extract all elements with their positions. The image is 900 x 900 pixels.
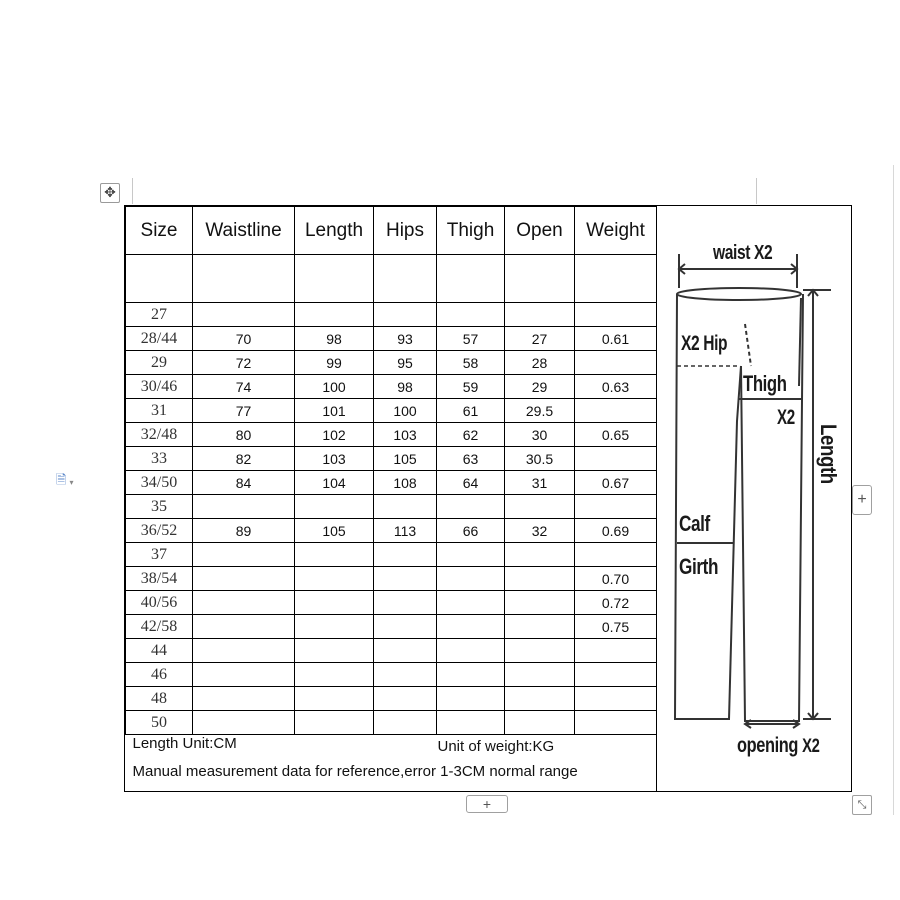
table-cell-thigh[interactable] (437, 615, 505, 639)
table-cell-thigh[interactable] (437, 303, 505, 327)
table-cell-length[interactable]: 101 (295, 399, 374, 423)
table-cell-waist[interactable] (193, 711, 295, 735)
table-cell-open[interactable]: 28 (505, 351, 575, 375)
table-row (126, 303, 657, 327)
table-cell-hips[interactable] (374, 543, 437, 567)
size-cell[interactable]: 40/56 (126, 591, 193, 615)
table-cell-thigh[interactable]: 58 (437, 351, 505, 375)
table-cell-thigh[interactable] (437, 663, 505, 687)
table-cell-thigh[interactable]: 62 (437, 423, 505, 447)
table-cell-waist[interactable]: 74 (193, 375, 295, 399)
table-cell-weight[interactable] (575, 543, 657, 567)
table-cell-weight[interactable] (575, 495, 657, 519)
header-open: Open (505, 207, 575, 255)
table-cell-weight[interactable] (575, 447, 657, 471)
table-cell-open[interactable]: 29.5 (505, 399, 575, 423)
table-cell-weight[interactable] (575, 711, 657, 735)
table-cell-weight[interactable] (575, 639, 657, 663)
table-cell-hips[interactable] (374, 711, 437, 735)
table-row (126, 639, 657, 663)
table-cell-weight[interactable]: 0.65 (575, 423, 657, 447)
table-cell-waist[interactable] (193, 567, 295, 591)
table-cell-length[interactable]: 100 (295, 375, 374, 399)
table-cell-hips[interactable]: 93 (374, 327, 437, 351)
table-cell-waist[interactable]: 84 (193, 471, 295, 495)
table-cell-waist[interactable] (193, 543, 295, 567)
label-waist: waist X2 (713, 242, 773, 264)
size-cell[interactable]: 50 (126, 711, 193, 735)
table-cell-hips[interactable]: 108 (374, 471, 437, 495)
weight-unit-note: Unit of weight:KG (437, 738, 555, 755)
table-cell-weight[interactable]: 0.75 (575, 615, 657, 639)
page-margin-guide (756, 178, 757, 204)
table-cell-waist[interactable]: 72 (193, 351, 295, 375)
table-cell-hips[interactable] (374, 663, 437, 687)
length-unit-note: Length Unit:CM (132, 735, 237, 752)
table-cell-hips[interactable]: 113 (374, 519, 437, 543)
table-row (126, 567, 657, 591)
table-cell-open[interactable]: 30.5 (505, 447, 575, 471)
label-calf: Calf (679, 511, 710, 536)
label-opening-word: opening (737, 734, 798, 757)
size-cell[interactable]: 31 (126, 399, 193, 423)
table-cell-hips[interactable] (374, 591, 437, 615)
label-opening (737, 734, 819, 758)
label-thigh-x2: X2 (777, 406, 795, 429)
header-waistline: Waistline (193, 207, 295, 255)
size-cell[interactable]: 30/46 (126, 375, 193, 399)
page-edge-guide (893, 165, 894, 815)
size-cell[interactable]: 34/50 (126, 471, 193, 495)
document-options-icon[interactable] (56, 473, 84, 491)
table-cell-length[interactable]: 99 (295, 351, 374, 375)
table-cell-waist[interactable]: 77 (193, 399, 295, 423)
table-cell-thigh[interactable] (437, 687, 505, 711)
table-row (126, 591, 657, 615)
table-cell-length[interactable]: 98 (295, 327, 374, 351)
table-cell-weight[interactable] (575, 399, 657, 423)
table-cell-open[interactable]: 29 (505, 375, 575, 399)
label-thigh: Thigh (743, 371, 787, 396)
header-size: Size (126, 207, 193, 255)
table-cell-hips[interactable] (374, 639, 437, 663)
table-cell-hips[interactable] (374, 303, 437, 327)
add-row-button[interactable]: + (466, 795, 508, 813)
pants-measurement-diagram (657, 206, 851, 791)
table-cell-open[interactable]: 30 (505, 423, 575, 447)
table-cell-weight[interactable] (575, 351, 657, 375)
pants-outline-drawing (657, 206, 851, 791)
header-weight: Weight (575, 207, 657, 255)
size-table (125, 206, 657, 783)
table-cell-open[interactable] (505, 711, 575, 735)
table-cell[interactable] (193, 255, 295, 303)
table-cell-open[interactable] (505, 591, 575, 615)
size-cell[interactable]: 32/48 (126, 423, 193, 447)
table-cell-length[interactable] (295, 639, 374, 663)
size-cell[interactable]: 29 (126, 351, 193, 375)
units-note-cell (126, 735, 657, 760)
table-cell-thigh[interactable]: 63 (437, 447, 505, 471)
table-cell-length[interactable]: 105 (295, 519, 374, 543)
table-cell-thigh[interactable] (437, 591, 505, 615)
page-margin-guide (132, 178, 133, 204)
table-cell-thigh[interactable] (437, 711, 505, 735)
table-cell-open[interactable] (505, 303, 575, 327)
table-cell-thigh[interactable] (437, 567, 505, 591)
table-cell-waist[interactable] (193, 303, 295, 327)
disclaimer-note: Manual measurement data for reference,error 1-3CM normal range (132, 762, 578, 780)
table-row (126, 423, 657, 447)
table-cell-waist[interactable] (193, 639, 295, 663)
table-cell[interactable] (575, 255, 657, 303)
table-cell-open[interactable]: 32 (505, 519, 575, 543)
table-cell-open[interactable] (505, 495, 575, 519)
chevron-down-icon: ▾ (69, 477, 74, 487)
size-cell[interactable]: 36/52 (126, 519, 193, 543)
header-length: Length (295, 207, 374, 255)
size-cell[interactable]: 44 (126, 639, 193, 663)
size-cell[interactable]: 38/54 (126, 567, 193, 591)
table-cell-open[interactable]: 31 (505, 471, 575, 495)
table-cell-length[interactable]: 103 (295, 447, 374, 471)
size-cell[interactable]: 27 (126, 303, 193, 327)
size-chart-sheet (124, 205, 852, 792)
size-cell[interactable]: 42/58 (126, 615, 193, 639)
table-cell-hips[interactable]: 95 (374, 351, 437, 375)
table-cell[interactable] (126, 255, 193, 303)
table-cell-open[interactable] (505, 663, 575, 687)
table-cell-length[interactable] (295, 591, 374, 615)
table-cell-length[interactable] (295, 495, 374, 519)
table-cell-hips[interactable] (374, 567, 437, 591)
table-cell-thigh[interactable]: 66 (437, 519, 505, 543)
table-cell-weight[interactable] (575, 687, 657, 711)
table-cell-thigh[interactable]: 57 (437, 327, 505, 351)
table-move-handle-icon[interactable]: ✥ (100, 183, 120, 203)
table-cell[interactable] (295, 255, 374, 303)
table-row (126, 711, 657, 735)
table-cell-open[interactable] (505, 687, 575, 711)
table-cell-weight[interactable]: 0.70 (575, 567, 657, 591)
table-cell-weight[interactable]: 0.69 (575, 519, 657, 543)
table-cell-waist[interactable]: 80 (193, 423, 295, 447)
table-row (126, 375, 657, 399)
table-row (126, 519, 657, 543)
table-cell-hips[interactable]: 100 (374, 399, 437, 423)
table-row (126, 327, 657, 351)
table-cell-length[interactable] (295, 543, 374, 567)
table-row (126, 447, 657, 471)
add-column-button[interactable]: + (852, 485, 872, 515)
size-cell[interactable]: 37 (126, 543, 193, 567)
table-header-row (126, 207, 657, 255)
table-cell-hips[interactable] (374, 495, 437, 519)
table-cell-waist[interactable]: 89 (193, 519, 295, 543)
table-cell-thigh[interactable] (437, 543, 505, 567)
table-row (126, 663, 657, 687)
table-row (126, 615, 657, 639)
table-cell-weight[interactable] (575, 663, 657, 687)
units-note-row (126, 735, 657, 760)
size-cell[interactable]: 28/44 (126, 327, 193, 351)
table-cell-length[interactable] (295, 567, 374, 591)
table-cell-thigh[interactable]: 64 (437, 471, 505, 495)
table-row (126, 471, 657, 495)
table-row (126, 687, 657, 711)
table-cell-open[interactable] (505, 615, 575, 639)
table-cell-open[interactable]: 27 (505, 327, 575, 351)
table-row (126, 399, 657, 423)
table-cell-weight[interactable]: 0.63 (575, 375, 657, 399)
disclaimer-row (126, 759, 657, 783)
size-cell[interactable]: 35 (126, 495, 193, 519)
table-cell-waist[interactable] (193, 663, 295, 687)
size-cell[interactable]: 48 (126, 687, 193, 711)
table-cell-waist[interactable] (193, 687, 295, 711)
label-girth: Girth (679, 554, 719, 579)
table-cell-weight[interactable]: 0.67 (575, 471, 657, 495)
table-cell-open[interactable] (505, 639, 575, 663)
label-length: Length (816, 424, 841, 484)
table-cell-thigh[interactable] (437, 639, 505, 663)
table-cell-hips[interactable]: 103 (374, 423, 437, 447)
table-cell-weight[interactable]: 0.72 (575, 591, 657, 615)
table-cell-waist[interactable] (193, 495, 295, 519)
table-resize-handle-icon[interactable]: ⤡ (852, 795, 872, 815)
table-cell-length[interactable]: 104 (295, 471, 374, 495)
label-opening-x2: X2 (802, 736, 820, 757)
size-cell[interactable]: 46 (126, 663, 193, 687)
table-cell-thigh[interactable]: 59 (437, 375, 505, 399)
table-cell-waist[interactable]: 82 (193, 447, 295, 471)
table-cell-waist[interactable] (193, 615, 295, 639)
header-hips: Hips (374, 207, 437, 255)
table-cell[interactable] (505, 255, 575, 303)
table-cell-length[interactable] (295, 711, 374, 735)
table-cell-hips[interactable] (374, 687, 437, 711)
table-row (126, 495, 657, 519)
table-cell-open[interactable] (505, 543, 575, 567)
table-cell[interactable] (374, 255, 437, 303)
table-row (126, 543, 657, 567)
table-cell-weight[interactable] (575, 303, 657, 327)
table-cell-hips[interactable]: 105 (374, 447, 437, 471)
table-cell-hips[interactable] (374, 615, 437, 639)
header-thigh: Thigh (437, 207, 505, 255)
table-row (126, 351, 657, 375)
table-cell-length[interactable] (295, 687, 374, 711)
label-hip: X2 Hip (681, 332, 728, 355)
table-cell[interactable] (437, 255, 505, 303)
document-icon: 🗎 (56, 473, 67, 488)
table-cell-hips[interactable]: 98 (374, 375, 437, 399)
table-cell-thigh[interactable] (437, 495, 505, 519)
table-cell-length[interactable] (295, 615, 374, 639)
table-cell-length[interactable] (295, 303, 374, 327)
blank-row (126, 255, 657, 303)
table-cell-length[interactable] (295, 663, 374, 687)
table-cell-open[interactable] (505, 567, 575, 591)
table-cell-waist[interactable] (193, 591, 295, 615)
table-cell-weight[interactable]: 0.61 (575, 327, 657, 351)
table-cell-thigh[interactable]: 61 (437, 399, 505, 423)
size-cell[interactable]: 33 (126, 447, 193, 471)
table-cell-length[interactable]: 102 (295, 423, 374, 447)
table-cell-waist[interactable]: 70 (193, 327, 295, 351)
